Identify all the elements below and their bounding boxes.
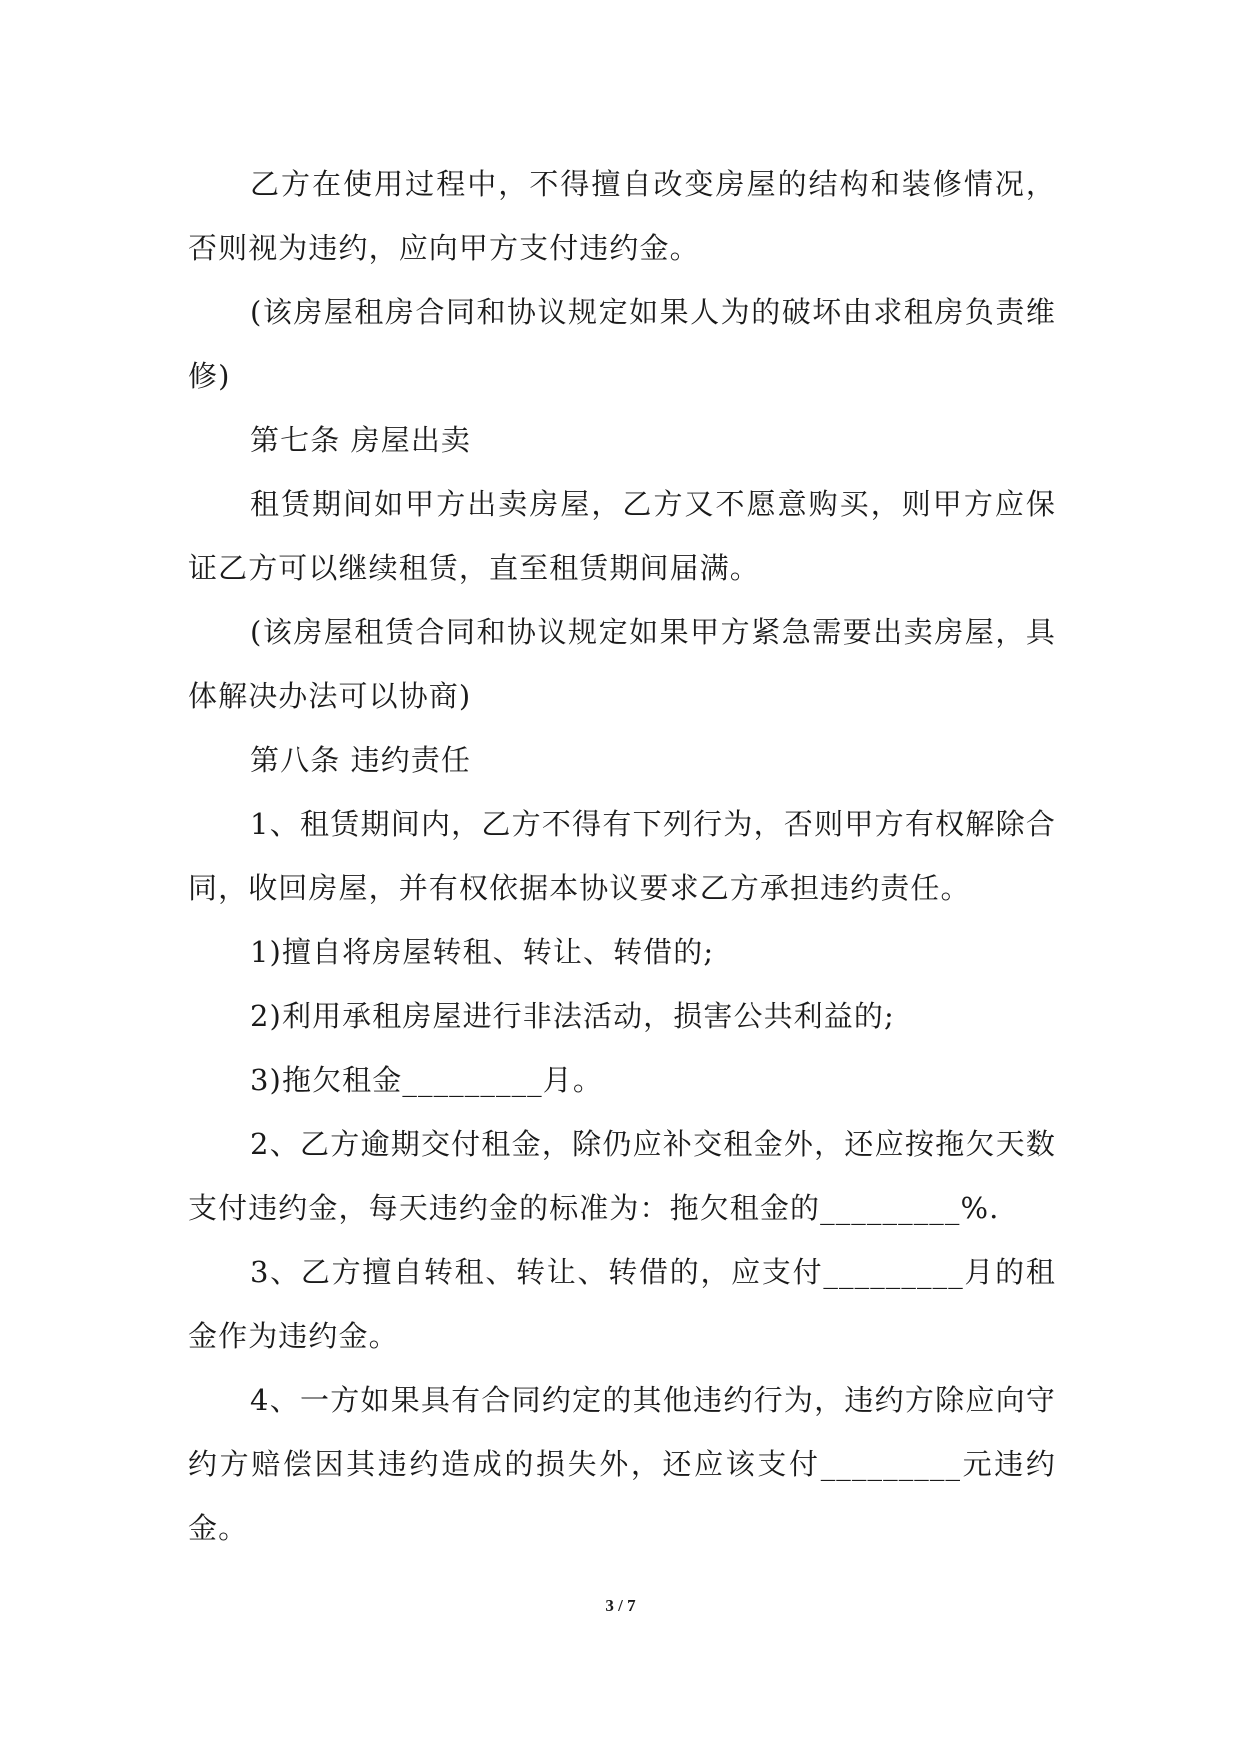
clause-item: 4、一方如果具有合同约定的其他违约行为，违约方除应向守约方赔偿因其违约造成的损失外，还应该支付_________元违约金。 <box>188 1383 1056 1545</box>
paragraph-note: (该房屋租房合同和协议规定如果人为的破坏由求租房负责维修) <box>188 295 1056 393</box>
clause-item: 3、乙方擅自转租、转让、转借的，应支付_________月的租金作为违约金。 <box>188 1255 1056 1353</box>
clause-item: 1、租赁期间内，乙方不得有下列行为，否则甲方有权解除合同，收回房屋，并有权依据本协议要求乙方承担违约责任。 <box>188 807 1056 905</box>
document-body <box>188 152 1056 1560</box>
sub-clause-item: 1)擅自将房屋转租、转让、转借的; <box>250 935 715 969</box>
paragraph: 租赁期间如甲方出卖房屋，乙方又不愿意购买，则甲方应保证乙方可以继续租赁，直至租赁期间届满。 <box>188 487 1056 585</box>
article-heading: 第八条 违约责任 <box>250 743 472 777</box>
article-heading: 第七条 房屋出卖 <box>250 423 472 457</box>
page-number: 3 / 7 <box>605 1596 636 1615</box>
sub-clause-item: 3)拖欠租金_________月。 <box>250 1063 603 1097</box>
paragraph: 乙方在使用过程中，不得擅自改变房屋的结构和装修情况，否则视为违约，应向甲方支付违约金。 <box>188 167 1056 265</box>
clause-item: 2、乙方逾期交付租金，除仍应补交租金外，还应按拖欠天数支付违约金，每天违约金的标准为：拖欠租金的_________%. <box>188 1127 1056 1225</box>
paragraph-note: (该房屋租赁合同和协议规定如果甲方紧急需要出卖房屋，具体解决办法可以协商) <box>188 615 1056 713</box>
sub-clause-item: 2)利用承租房屋进行非法活动，损害公共利益的; <box>250 999 895 1033</box>
